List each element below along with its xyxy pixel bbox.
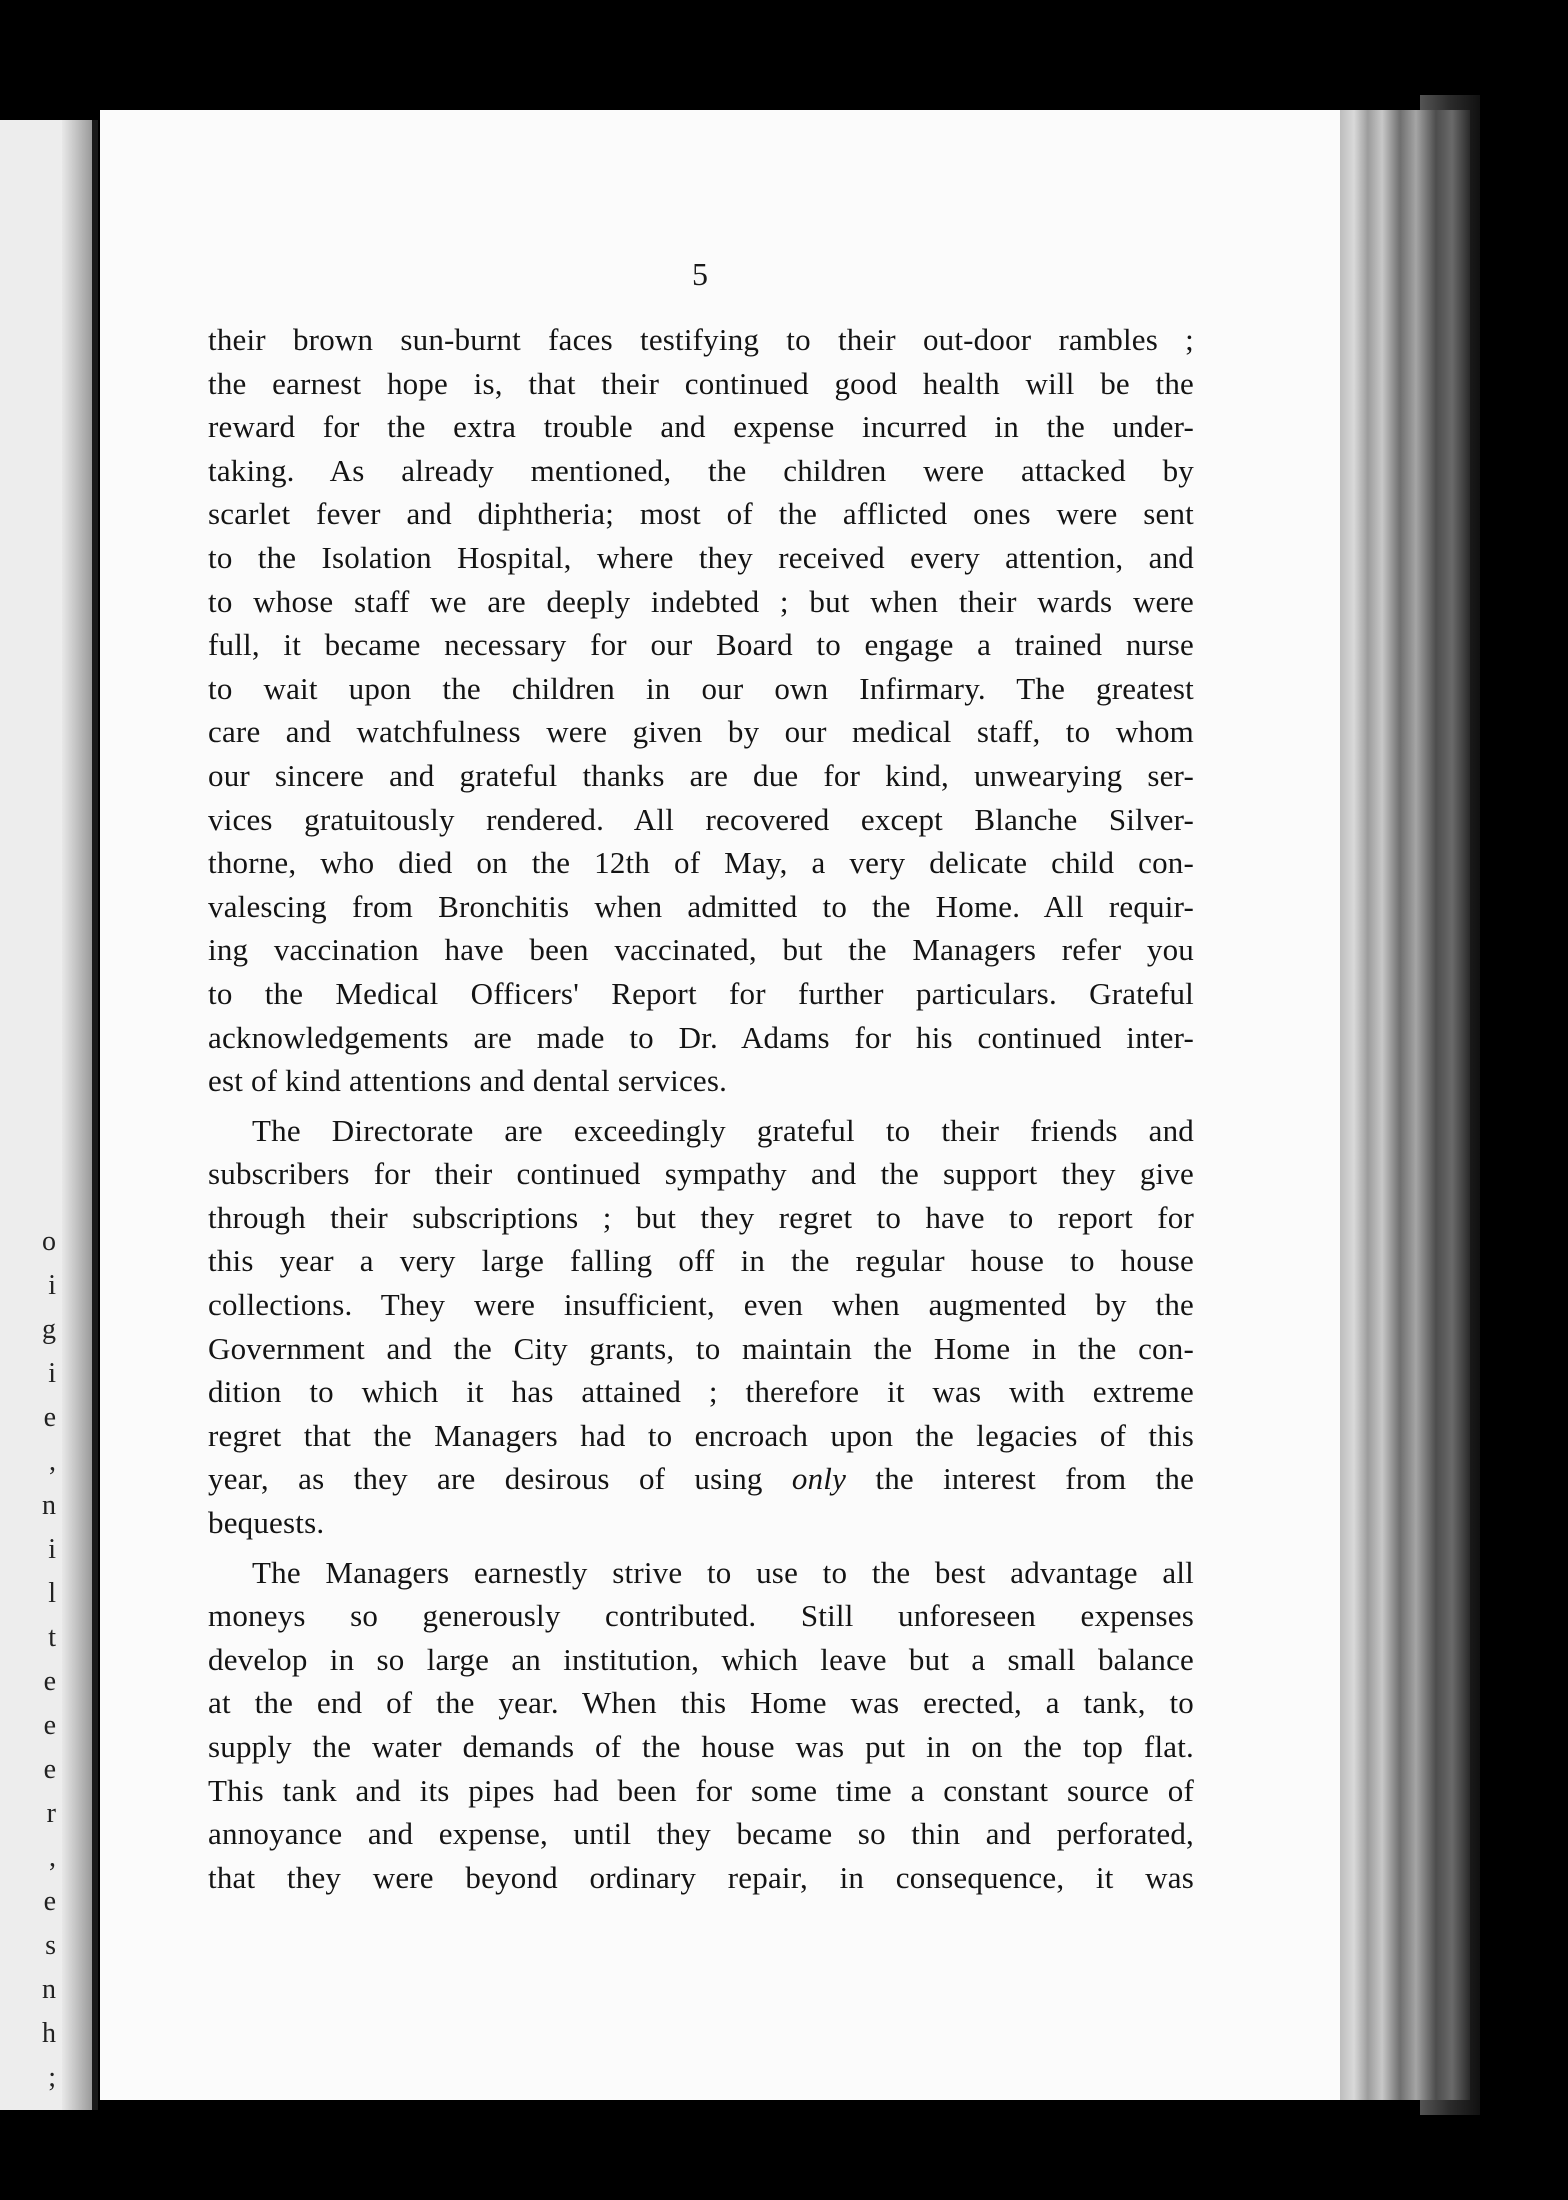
page-number: 5 [692,256,708,292]
facing-page-fragment-char: o [42,1226,56,1257]
italic-emphasis: only [791,1461,847,1497]
text-line: acknowledgements are made to Dr. Adams for his continued inter- [208,1019,1194,1055]
facing-page-fragment-char: i [48,1358,56,1389]
text-segment: year, as they are desirous of using [208,1461,763,1497]
text-line: their brown sun-burnt faces testifying to their out-door rambles ; [208,322,1194,357]
text-line-with-italic [208,1457,1194,1501]
text-line: to the Isolation Hospital, where they received every attention, and [208,539,1194,575]
facing-page-fragment-char: h [42,2018,56,2049]
facing-page-fragment-char: i [48,1270,56,1301]
facing-page-fragment-char: s [45,1930,56,1961]
text-line: regret that the Managers had to encroach upon the legacies of this [208,1417,1194,1453]
text-line: at the end of the year. When this Home was erected, a tank, to [208,1685,1194,1721]
text-line: The Directorate are exceedingly grateful to their friends and [252,1112,1194,1148]
text-line: care and watchfulness were given by our medical staff, to whom [208,714,1194,750]
text-line: valescing from Bronchitis when admitted to the Home. All requir- [208,888,1194,924]
facing-page-fragment-char: n [42,1490,56,1521]
text-line: this year a very large falling off in the regular house to house [208,1243,1194,1279]
text-line: reward for the extra trouble and expense incurred in the under- [208,409,1194,445]
text-line: vices gratuitously rendered. All recovered except Blanche Silver- [208,801,1194,837]
facing-page-fragment-char: ; [48,2062,56,2093]
facing-page-fragment-char: i [48,1534,56,1565]
paragraph-1 [208,318,1194,1103]
text-line: Government and the City grants, to maintain the Home in the con- [208,1330,1194,1366]
text-line: taking. As already mentioned, the children were attacked by [208,452,1194,488]
facing-page-fragment-char: g [42,1314,56,1345]
text-line: annoyance and expense, until they became so thin and perforated, [208,1816,1194,1852]
facing-page-fragment-char: e [43,1710,56,1741]
facing-page-fragment [0,120,98,2110]
text-line: thorne, who died on the 12th of May, a very delicate child con- [208,845,1194,881]
text-line: The Managers earnestly strive to use to the best advantage all [252,1554,1194,1590]
facing-page-fragment-char: , [49,1446,56,1477]
facing-page-fragment-char: l [48,1578,56,1609]
text-line: collections. They were insufficient, even when augmented by the [208,1287,1194,1323]
facing-page-fragment-char: e [43,1754,56,1785]
text-line: to whose staff we are deeply indebted ; but when their wards were [208,583,1194,619]
body-text [208,318,1194,1899]
facing-page-fragment-char: e [43,1886,56,1917]
facing-page-fragment-char: , [49,1842,56,1873]
text-line: develop in so large an institution, which leave but a small balance [208,1641,1194,1677]
facing-page-text-fragments [0,1220,70,2100]
text-line: to wait upon the children in our own Infirmary. The greatest [208,670,1194,706]
text-line: dition to which it has attained ; therefore it was with extreme [208,1374,1194,1410]
facing-page-fragment-char: n [42,1974,56,2005]
text-line: that they were beyond ordinary repair, in consequence, it was [208,1859,1194,1895]
text-line: subscribers for their continued sympathy and the support they give [208,1156,1194,1192]
facing-page-fragment-char: t [48,1622,56,1653]
text-line: full, it became necessary for our Board to engage a trained nurse [208,627,1194,663]
paragraph-3 [208,1551,1194,1900]
text-line: our sincere and grateful thanks are due for kind, unwearying ser- [208,757,1194,793]
facing-page-fragment-char: r [46,1798,56,1829]
facing-page-fragment-char: e [43,1666,56,1697]
text-line: scarlet fever and diphtheria; most of the afflicted ones were sent [208,496,1194,532]
text-line: ing vaccination have been vaccinated, but the Managers refer you [208,932,1194,968]
text-line: This tank and its pipes had been for some time a constant source of [208,1772,1194,1808]
text-line: supply the water demands of the house was put in on the top flat. [208,1729,1194,1764]
text-line: bequests. [208,1505,325,1541]
paragraph-2 [208,1109,1194,1545]
text-line: moneys so generously contributed. Still unforeseen expenses [208,1598,1194,1634]
text-line: to the Medical Officers' Report for further particulars. Grateful [208,975,1194,1011]
text-line: through their subscriptions ; but they regret to have to report for [208,1199,1194,1235]
text-segment: the interest from the [875,1461,1195,1497]
facing-page-fragment-char: e [43,1402,56,1433]
book-page-stack [1320,110,1470,2100]
text-line: the earnest hope is, that their continued good health will be the [208,365,1194,401]
text-line: est of kind attentions and dental services. [208,1063,728,1099]
